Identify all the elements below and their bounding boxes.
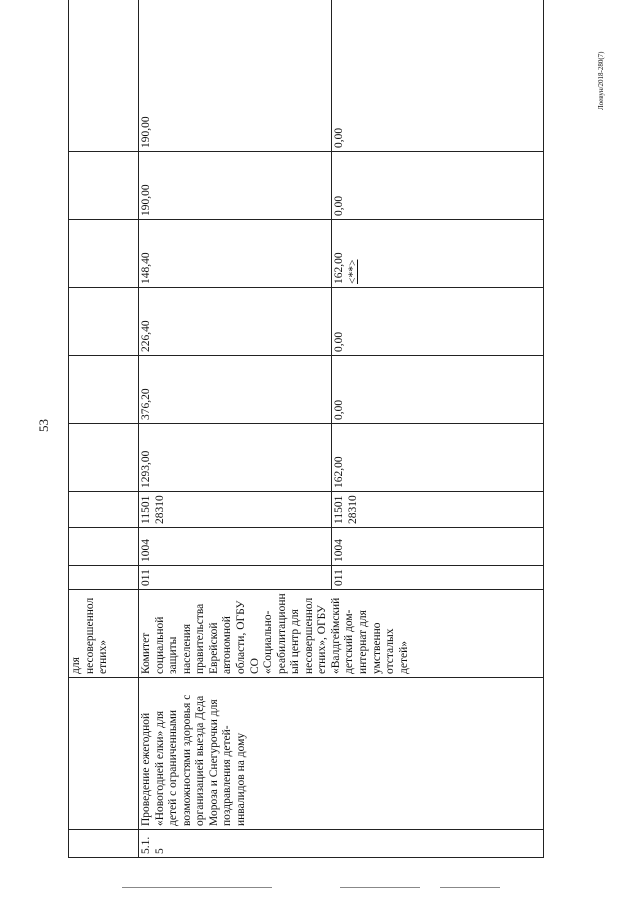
footnote-ref: <**>	[346, 259, 359, 284]
cell-y4: 0,00	[332, 152, 544, 220]
cell-measure: Проведение ежегодной «Новогодней елки» для детей с ограниченными возможностями здоровья с организацией выезда Деда Мороза и Снегурочки для поздравления детей-инвалидов на дому	[139, 678, 544, 830]
cell-y3	[332, 220, 544, 288]
scan-artifact-line	[122, 887, 272, 888]
cell-top-y5	[69, 0, 139, 152]
cell-y2: 226,40	[139, 288, 332, 356]
cell-y4: 190,00	[139, 152, 332, 220]
cell-top-y4	[69, 152, 139, 220]
rotated-table-container	[68, 60, 540, 858]
cell-top-y3	[69, 220, 139, 288]
cell-top-csr	[69, 492, 139, 528]
page-number: 53	[36, 419, 51, 432]
cell-y2: 0,00	[332, 288, 544, 356]
cell-y5: 190,00	[139, 0, 332, 152]
cell-executor: Комитет социальной защиты населения правительства Еврейской автономной области, ОГБУ СО «Социально-реабилитационный центр для несовершеннолетних», ОГБУ «Валдгеймский детский дом-интернат для умственно отсталых детей»	[139, 590, 544, 678]
cell-csr: 1150128310	[139, 492, 332, 528]
cell-total: 1293,00	[139, 424, 332, 492]
cell-y1: 0,00	[332, 356, 544, 424]
cell-top-num	[69, 830, 139, 858]
document-code: Лоевун/2018-280(7)	[597, 51, 605, 110]
table-row	[139, 0, 332, 858]
cell-top-total	[69, 424, 139, 492]
cell-csr: 1150128310	[332, 492, 544, 528]
value-y3: 162,00	[333, 252, 345, 284]
cell-top-grbs	[69, 566, 139, 590]
cell-num: 5.1.5	[139, 830, 544, 858]
cell-y5: 0,00	[332, 0, 544, 152]
cell-top-y2	[69, 288, 139, 356]
cell-total: 162,00	[332, 424, 544, 492]
cell-y1: 376,20	[139, 356, 332, 424]
cell-grbs: 011	[332, 566, 544, 590]
cell-top-measure	[69, 678, 139, 830]
cell-y3: 148,40	[139, 220, 332, 288]
cell-top-executor: для несовершеннолетних»	[69, 590, 139, 678]
cell-rzpr: 1004	[332, 528, 544, 566]
scan-artifact-line	[340, 887, 420, 888]
cell-grbs: 011	[139, 566, 332, 590]
cell-top-y1	[69, 356, 139, 424]
cell-rzpr: 1004	[139, 528, 332, 566]
budget-table	[68, 0, 544, 858]
scan-artifact-line	[440, 887, 500, 888]
cell-top-rzpr	[69, 528, 139, 566]
table-row-top	[69, 0, 139, 858]
